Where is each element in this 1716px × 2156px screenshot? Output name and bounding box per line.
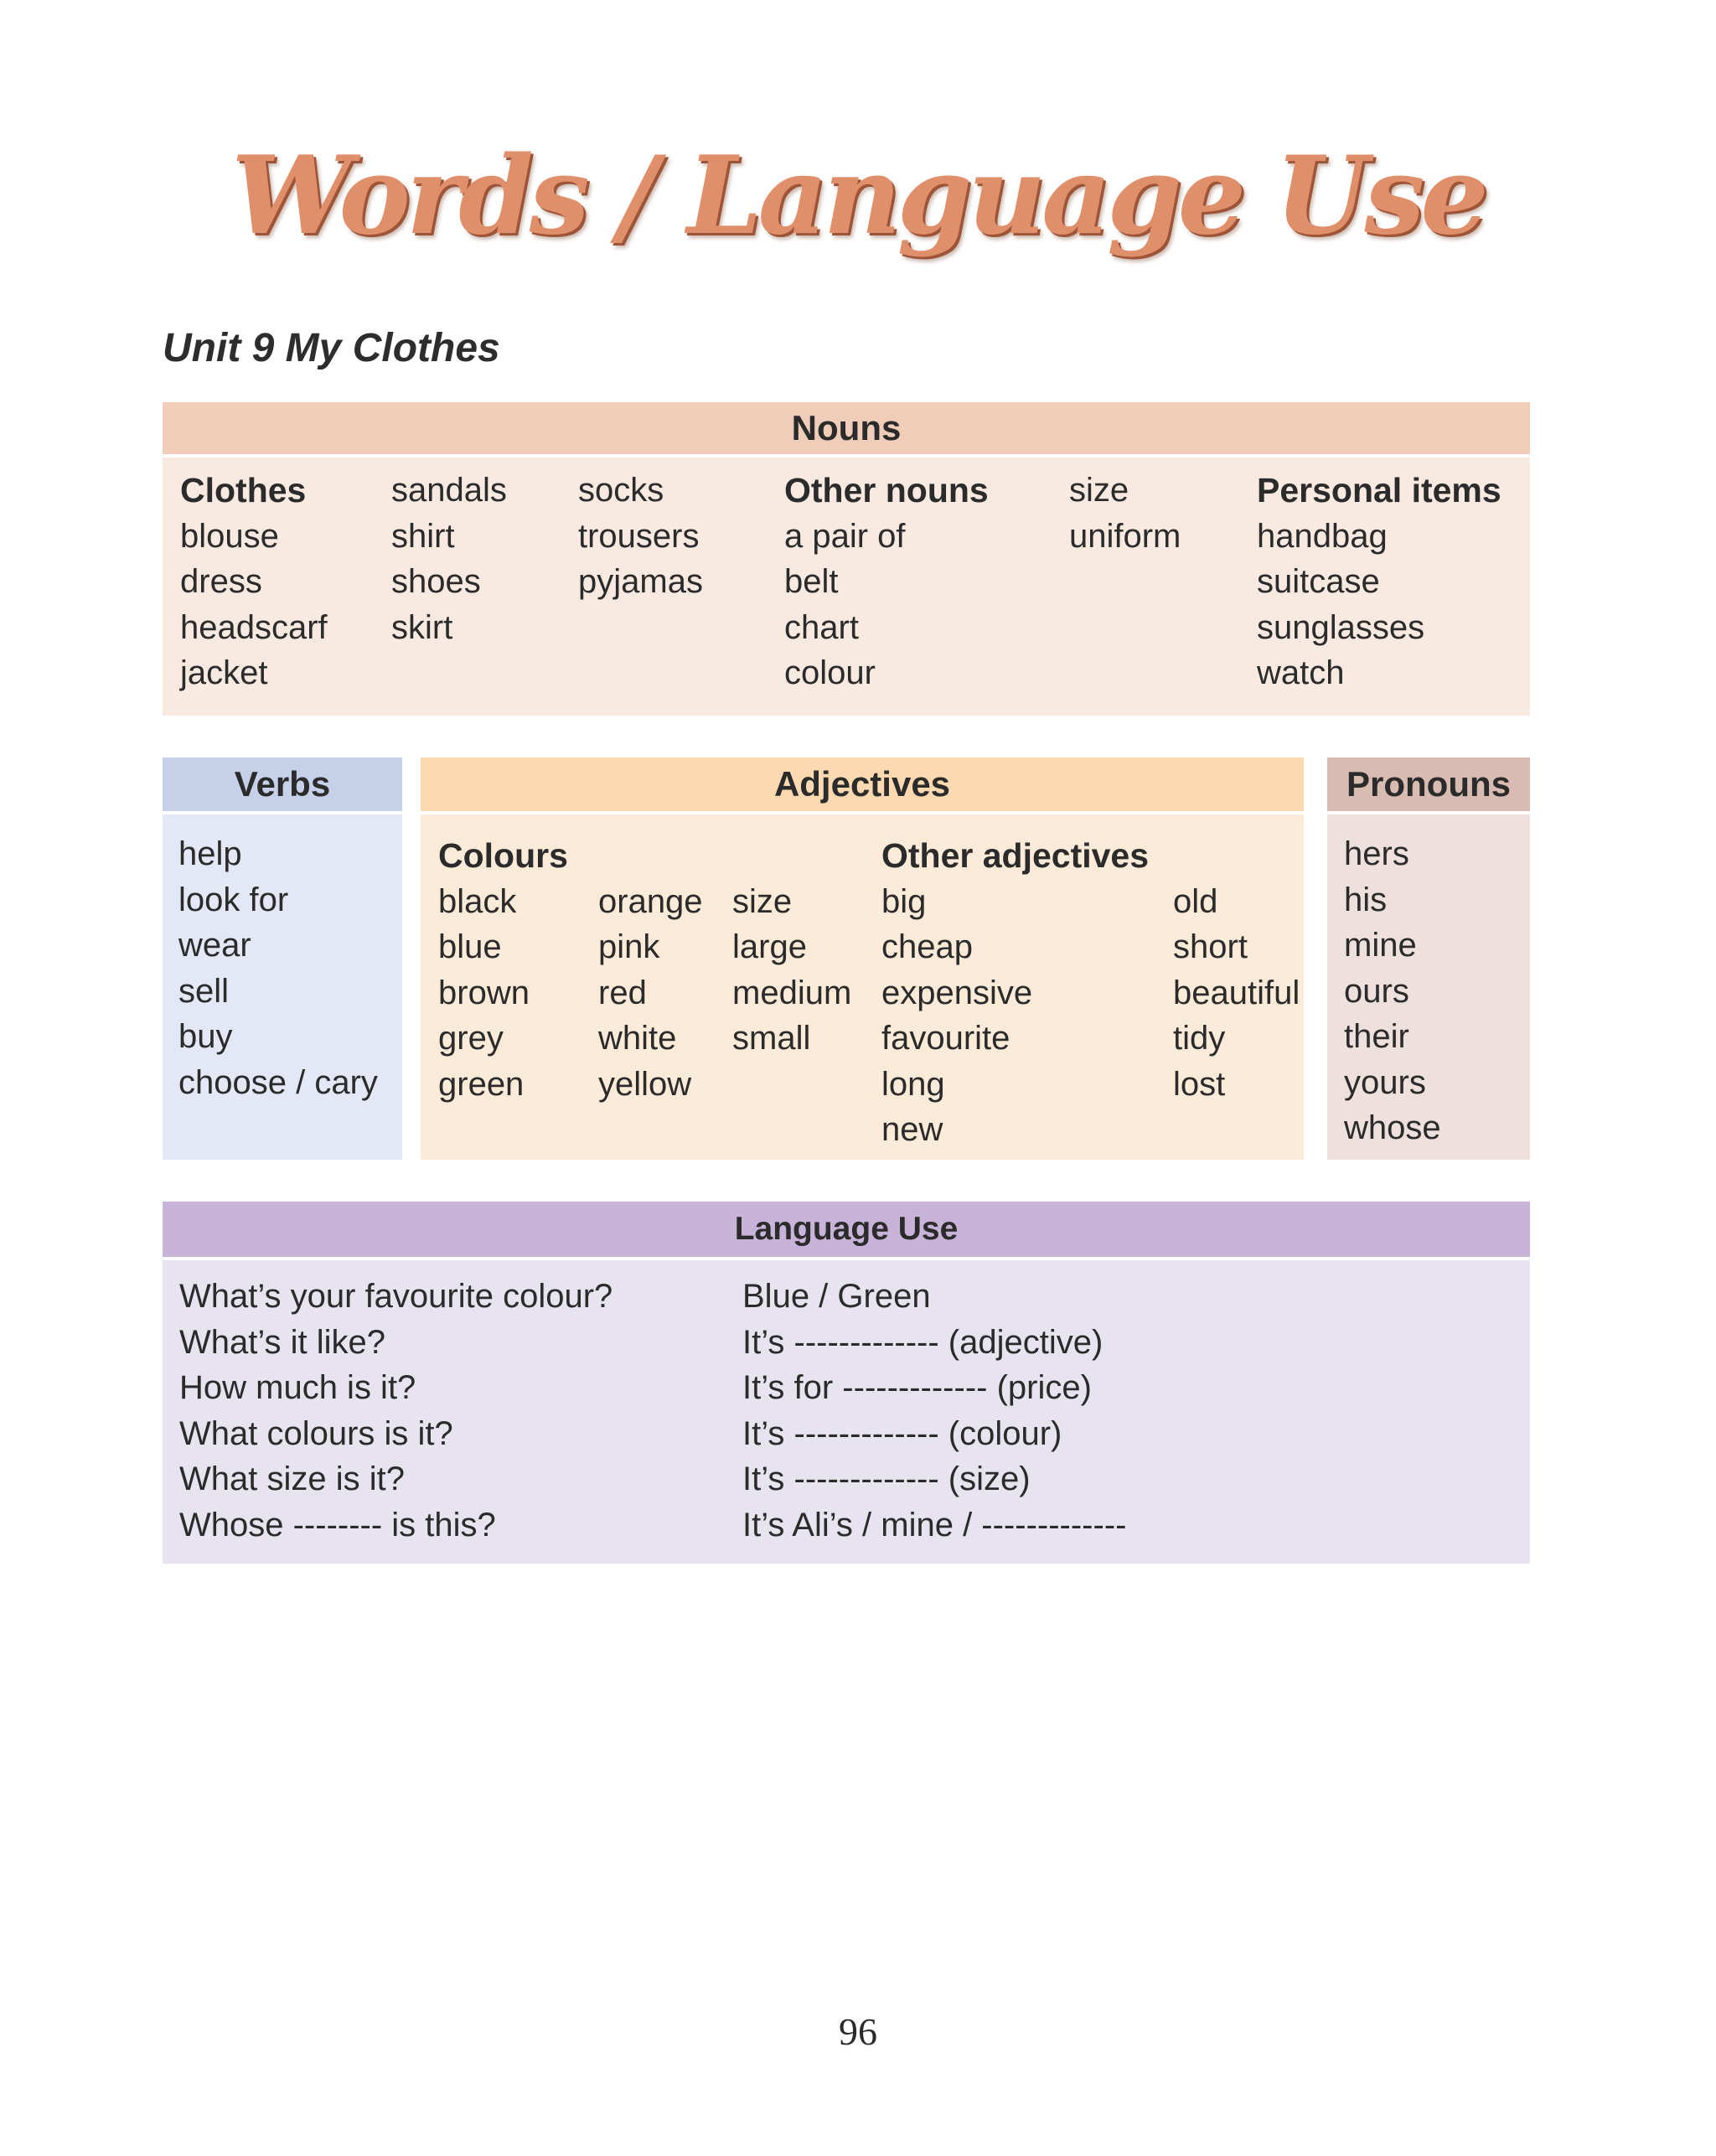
pronouns-column: [1344, 831, 1441, 1151]
list-item: small: [732, 1020, 811, 1057]
list-item: black: [438, 882, 517, 920]
other-nouns-column-1: [784, 468, 989, 696]
list-item: orange: [598, 882, 703, 920]
question: What’s it like?: [179, 1323, 386, 1361]
list-item: white: [598, 1020, 677, 1057]
answers-column: [742, 1274, 1126, 1548]
page-title: Words / Language Use: [231, 133, 1485, 259]
list-item: ours: [1344, 972, 1409, 1010]
list-item: green: [438, 1065, 525, 1103]
question: How much is it?: [179, 1369, 416, 1406]
question: What colours is it?: [179, 1414, 453, 1452]
answer: It’s for ------------- (price): [742, 1369, 1092, 1406]
list-item: help: [178, 835, 242, 872]
list-item: blue: [438, 928, 502, 965]
personal-items-heading: Personal items: [1257, 471, 1502, 509]
question: What’s your favourite colour?: [179, 1278, 613, 1315]
list-item: long: [881, 1065, 945, 1103]
page-number: 96: [839, 2010, 877, 2053]
list-item: uniform: [1069, 517, 1181, 555]
list-item: cheap: [881, 928, 973, 965]
personal-items-column: [1257, 468, 1502, 696]
unit-title: Unit 9 My Clothes: [163, 326, 500, 370]
list-item: watch: [1257, 654, 1345, 691]
colours-heading: Colours: [438, 836, 568, 875]
other-adjectives-heading: Other adjectives: [881, 836, 1150, 875]
list-item: brown: [438, 974, 530, 1011]
other-nouns-heading: Other nouns: [784, 471, 989, 509]
list-item: buy: [178, 1018, 233, 1055]
list-item: short: [1173, 928, 1248, 965]
answer: It’s ------------- (size): [742, 1461, 1031, 1497]
list-item: red: [598, 974, 647, 1011]
clothes-heading: Clothes: [180, 471, 307, 509]
colours-column-2: [598, 879, 703, 1108]
list-item: jacket: [180, 654, 268, 691]
list-item: trousers: [578, 517, 700, 555]
list-item: grey: [438, 1020, 504, 1057]
list-item: sandals: [391, 472, 507, 509]
list-item: mine: [1344, 927, 1417, 964]
clothes-column-2: [391, 468, 507, 650]
list-item: skirt: [391, 608, 453, 646]
list-item: yours: [1344, 1063, 1426, 1101]
verbs-column: [178, 831, 378, 1105]
list-item: tidy: [1173, 1020, 1226, 1057]
list-item: pink: [598, 928, 660, 965]
nouns-header: Nouns: [163, 402, 1530, 454]
other-nouns-column-2: [1069, 468, 1181, 559]
list-item: his: [1344, 881, 1388, 918]
question: What size is it?: [179, 1461, 405, 1497]
nouns-box: [163, 458, 1530, 716]
list-item: sell: [178, 972, 230, 1010]
list-item: choose / cary: [178, 1063, 378, 1101]
verbs-box: [163, 814, 402, 1160]
list-item: large: [732, 928, 807, 965]
list-item: pyjamas: [578, 563, 703, 600]
answer: Blue / Green: [742, 1278, 931, 1315]
list-item: colour: [784, 654, 876, 691]
list-item: shoes: [391, 563, 481, 600]
list-item: their: [1344, 1018, 1409, 1055]
other-adjectives-column-2: [1173, 879, 1300, 1108]
questions-column: [179, 1274, 612, 1548]
answer: It’s ------------- (adjective): [742, 1323, 1104, 1361]
list-item: sunglasses: [1257, 608, 1425, 646]
adjectives-box: [421, 814, 1304, 1160]
pronouns-header: Pronouns: [1327, 757, 1530, 811]
list-item: handbag: [1257, 517, 1388, 555]
list-item: yellow: [598, 1065, 692, 1103]
language-use-box: [163, 1260, 1530, 1564]
list-item: medium: [732, 974, 852, 1011]
answer: It’s ------------- (colour): [742, 1414, 1062, 1452]
list-item: lost: [1173, 1065, 1226, 1103]
list-item: suitcase: [1257, 563, 1380, 600]
adjectives-header: Adjectives: [421, 757, 1304, 811]
verbs-header: Verbs: [163, 757, 402, 811]
list-item: wear: [178, 927, 251, 964]
colours-column-1: [438, 833, 568, 1107]
clothes-column-3: [578, 468, 703, 605]
pronouns-box: [1327, 814, 1530, 1160]
list-item: a pair of: [784, 517, 906, 555]
list-item: dress: [180, 563, 262, 600]
list-item: headscarf: [180, 608, 328, 646]
other-adjectives-column-1: [881, 833, 1149, 1153]
list-item: size: [1069, 472, 1129, 509]
list-item: expensive: [881, 974, 1033, 1011]
list-item: chart: [784, 608, 859, 646]
language-use-header: Language Use: [163, 1202, 1530, 1257]
list-item: big: [881, 882, 927, 920]
list-item: beautiful: [1173, 974, 1300, 1011]
list-item: whose: [1344, 1109, 1441, 1146]
list-item: size: [732, 882, 793, 920]
list-item: new: [881, 1111, 943, 1148]
list-item: socks: [578, 472, 664, 509]
list-item: belt: [784, 563, 839, 600]
sizes-column: [732, 879, 851, 1062]
answer: It’s Ali’s / mine / -------------: [742, 1506, 1127, 1543]
list-item: hers: [1344, 835, 1409, 872]
list-item: favourite: [881, 1020, 1010, 1057]
list-item: look for: [178, 881, 289, 918]
list-item: shirt: [391, 517, 455, 555]
clothes-column-1: [180, 468, 328, 696]
list-item: blouse: [180, 517, 279, 555]
list-item: old: [1173, 882, 1218, 920]
question: Whose -------- is this?: [179, 1506, 496, 1543]
